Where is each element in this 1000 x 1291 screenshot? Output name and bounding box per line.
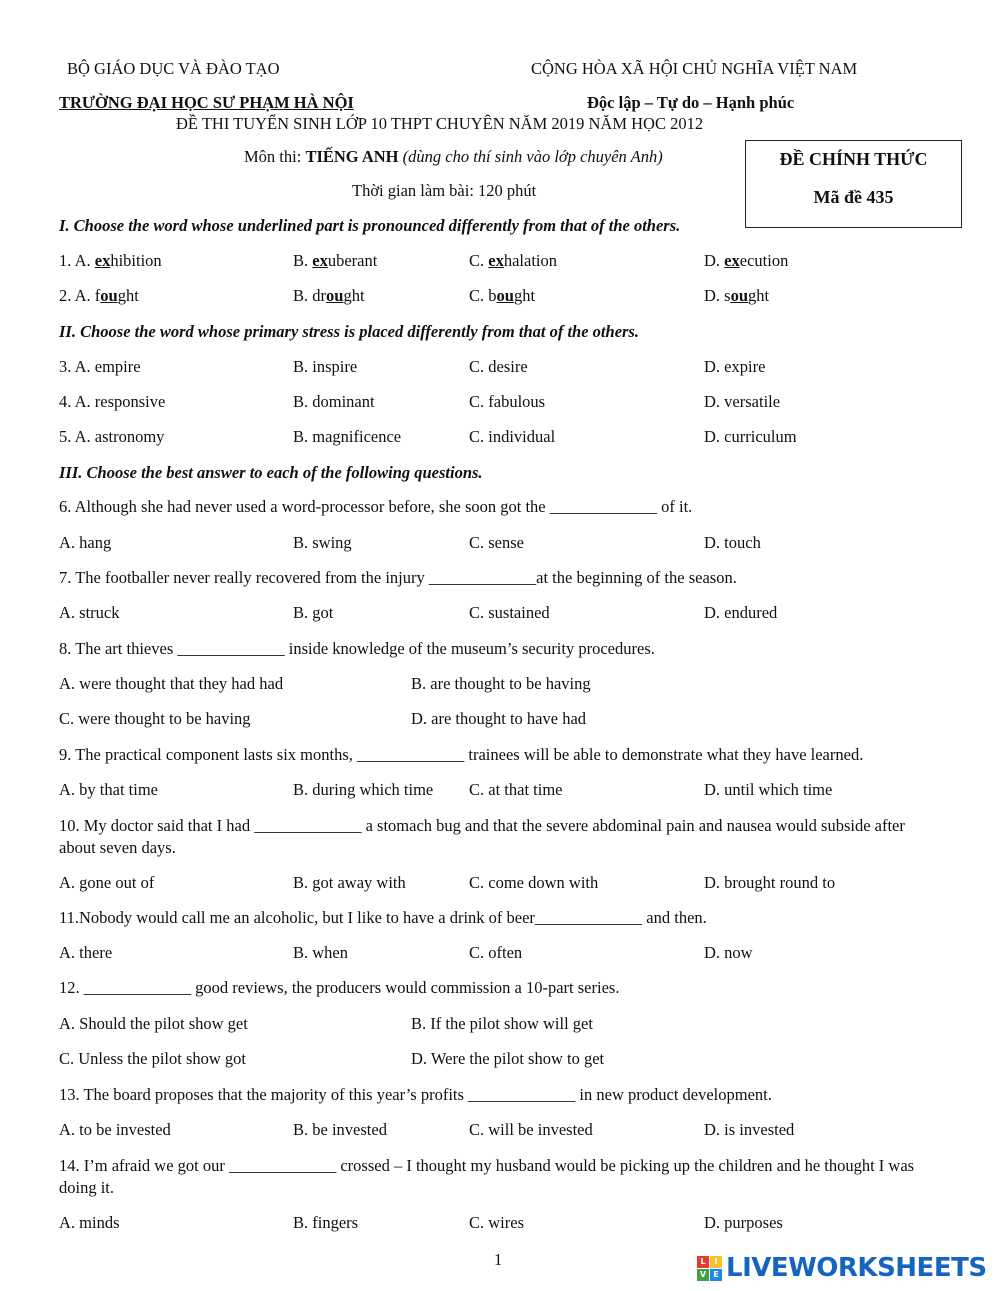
logo-tile: E — [710, 1269, 722, 1281]
q10-option-c: C. come down with — [469, 873, 599, 892]
q2-option-b: B. drought — [293, 286, 365, 305]
q14-stem: 14. I’m afraid we got our _____________ crossed – I thought my husband would be picking up the children and he thought I was doing it. — [59, 1156, 915, 1197]
q4-option-b: B. dominant — [293, 392, 375, 411]
subject-note: (dùng cho thí sinh vào lớp chuyên Anh) — [402, 147, 663, 166]
logo-tile: L — [697, 1256, 709, 1268]
q7-option-b: B. got — [293, 603, 334, 622]
q6-option-c: C. sense — [469, 533, 524, 552]
q13-stem: 13. The board proposes that the majority of this year’s profits _____________ in new product development. — [59, 1085, 772, 1104]
q13-option-d: D. is invested — [704, 1120, 795, 1139]
university-name: TRƯỜNG ĐẠI HỌC SƯ PHẠM HÀ NỘI — [59, 93, 354, 112]
q3-option-a: 3. A. empire — [59, 357, 141, 376]
q3-option-b: B. inspire — [293, 357, 358, 376]
q4-option-d: D. versatile — [704, 392, 781, 411]
q5-option-b: B. magnificence — [293, 427, 402, 446]
q10-option-b: B. got away with — [293, 873, 406, 892]
q14-option-a: A. minds — [59, 1213, 120, 1232]
exam-code: Mã đề 435 — [813, 187, 894, 207]
section-1-heading: I. Choose the word whose underlined part is pronounced differently from that of the others. — [59, 216, 681, 235]
logo-text: LIVEWORKSHEETS — [726, 1253, 987, 1283]
q11-option-b: B. when — [293, 943, 348, 962]
q10-stem: 10. My doctor said that I had _____________ a stomach bug and that the severe abdominal pain and nausea would subside after about seven days. — [59, 816, 905, 857]
q1-option-d: D. execution — [704, 251, 789, 270]
ministry-name: BỘ GIÁO DỤC VÀ ĐÀO TẠO — [67, 59, 280, 78]
q12-stem: 12. _____________ good reviews, the producers would commission a 10-part series. — [59, 978, 620, 997]
q8-option-d: D. are thought to have had — [411, 709, 587, 728]
q10-option-a: A. gone out of — [59, 873, 155, 892]
page-number: 1 — [494, 1250, 503, 1269]
logo-tile: V — [697, 1269, 709, 1281]
subject-line — [244, 147, 663, 167]
q8-option-b: B. are thought to be having — [411, 674, 591, 693]
q1-option-a: 1. A. exhibition — [59, 251, 162, 270]
national-motto: Độc lập – Tự do – Hạnh phúc — [587, 93, 795, 112]
q2-option-d: D. sought — [704, 286, 770, 305]
q12-option-a: A. Should the pilot show get — [59, 1014, 248, 1033]
q7-option-d: D. endured — [704, 603, 778, 622]
liveworksheets-logo — [697, 1253, 987, 1283]
q9-option-d: D. until which time — [704, 780, 833, 799]
q8-stem: 8. The art thieves _____________ inside knowledge of the museum’s security procedures. — [59, 639, 655, 658]
q9-option-b: B. during which time — [293, 780, 434, 799]
q7-option-a: A. struck — [59, 603, 120, 622]
q3-option-d: D. expire — [704, 357, 766, 376]
q9-stem: 9. The practical component lasts six months, _____________ trainees will be able to demonstrate what they have learned. — [59, 745, 864, 764]
republic-name: CỘNG HÒA XÃ HỘI CHỦ NGHĨA VIỆT NAM — [531, 59, 858, 78]
q7-option-c: C. sustained — [469, 603, 550, 622]
logo-tiles-icon — [697, 1256, 722, 1281]
q6-option-b: B. swing — [293, 533, 352, 552]
exam-title: ĐỀ THI TUYỂN SINH LỚP 10 THPT CHUYÊN NĂM 2019 NĂM HỌC 2012 — [176, 114, 704, 133]
q2-option-c: C. bought — [469, 286, 536, 305]
q11-option-d: D. now — [704, 943, 753, 962]
q4-option-c: C. fabulous — [469, 392, 546, 411]
q8-option-c: C. were thought to be having — [59, 709, 251, 728]
q10-option-d: D. brought round to — [704, 873, 836, 892]
q11-stem: 11.Nobody would call me an alcoholic, but I like to have a drink of beer_____________ and then. — [59, 908, 707, 927]
q13-option-a: A. to be invested — [59, 1120, 171, 1139]
q1-option-c: C. exhalation — [469, 251, 557, 270]
q2-option-a: 2. A. fought — [59, 286, 139, 305]
q13-option-b: B. be invested — [293, 1120, 387, 1139]
q6-option-d: D. touch — [704, 533, 761, 552]
q1-option-b: B. exuberant — [293, 251, 378, 270]
q9-option-c: C. at that time — [469, 780, 563, 799]
q3-option-c: C. desire — [469, 357, 528, 376]
q11-option-a: A. there — [59, 943, 113, 962]
q12-option-b: B. If the pilot show will get — [411, 1014, 593, 1033]
q5-option-a: 5. A. astronomy — [59, 427, 165, 446]
q13-option-c: C. will be invested — [469, 1120, 593, 1139]
official-label: ĐỀ CHÍNH THỨC — [779, 149, 928, 169]
exam-duration: Thời gian làm bài: 120 phút — [352, 181, 537, 200]
q7-stem: 7. The footballer never really recovered from the injury _____________at the beginning of the season. — [59, 568, 737, 587]
q14-option-c: C. wires — [469, 1213, 524, 1232]
logo-tile: I — [710, 1256, 722, 1268]
q12-option-c: C. Unless the pilot show got — [59, 1049, 247, 1068]
section-2-heading: II. Choose the word whose primary stress is placed differently from that of the others. — [59, 322, 639, 341]
q8-option-a: A. were thought that they had had — [59, 674, 284, 693]
q4-option-a: 4. A. responsive — [59, 392, 166, 411]
q14-option-b: B. fingers — [293, 1213, 359, 1232]
section-3-heading: III. Choose the best answer to each of the following questions. — [59, 463, 483, 482]
q6-stem: 6. Although she had never used a word-processor before, she soon got the _____________ of it. — [59, 497, 693, 516]
q9-option-a: A. by that time — [59, 780, 158, 799]
q5-option-c: C. individual — [469, 427, 556, 446]
official-box — [745, 140, 962, 228]
subject-name: TIẾNG ANH — [305, 147, 399, 166]
q12-option-d: D. Were the pilot show to get — [411, 1049, 605, 1068]
subject-prefix: Môn thi: — [244, 147, 306, 166]
q11-option-c: C. often — [469, 943, 523, 962]
q5-option-d: D. curriculum — [704, 427, 797, 446]
q14-option-d: D. purposes — [704, 1213, 783, 1232]
q6-option-a: A. hang — [59, 533, 112, 552]
